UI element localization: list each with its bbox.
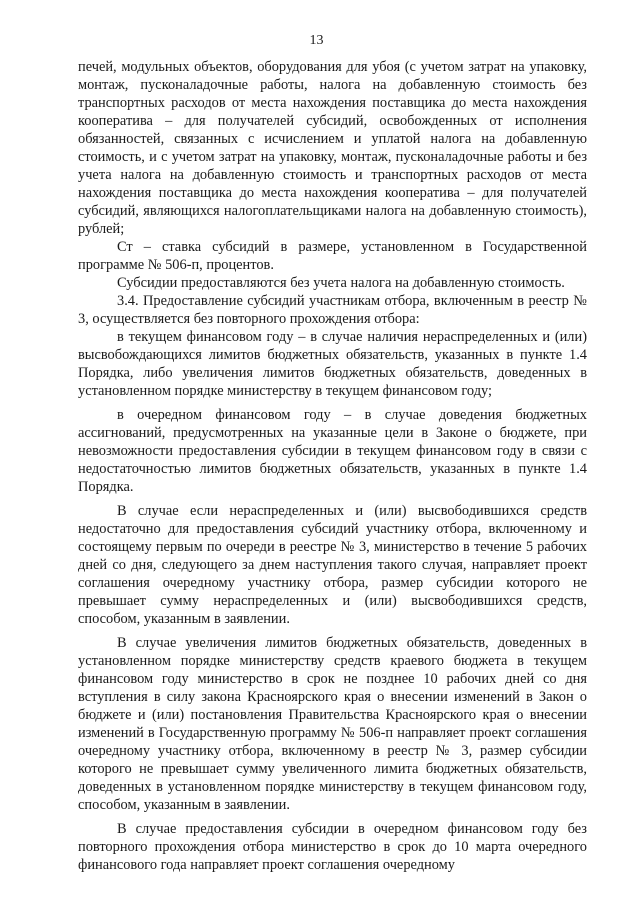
paragraph-current-year: в текущем финансовом году – в случае наличия нераспределенных и (или) высвобождающихся лимитов бюджетных обязательств, указанных в пункте 1.4 Порядка, либо увеличения лимитов бюджетных обязательств, доведенных в установленном порядке министерству в текущем финансовом году; xyxy=(78,329,587,399)
paragraph-clause-3-4: 3.4. Предоставление субсидий участникам отбора, включенным в реестр № 3, осуществляется без повторного прохождения отбора: xyxy=(78,293,587,327)
document-body xyxy=(78,58,587,874)
paragraph-next-year-procedure: В случае предоставления субсидии в очередном финансовом году без повторного прохождения отбора министерство в срок до 10 марта очередного финансового года направляет проект соглашения очередному xyxy=(78,821,587,873)
paragraph-rate-definition: Ст – ставка субсидий в размере, установленном в Государственной программе № 506-п, процентов. xyxy=(78,239,587,273)
paragraph-limit-increase: В случае увеличения лимитов бюджетных обязательств, доведенных в установленном порядке министерству средств краевого бюджета в текущем финансовом году министерство в срок не позднее 10 рабочих дней со дня вступления в силу закона Красноярского края о внесении изменений в Закон о бюджете и (или) постановления Правительства Красноярского края о внесении изменений в Государственную программу № 506-п направляет проект соглашения очередному участнику отбора, включенному в реестр № 3, размер субсидии которого не превышает сумму увеличенного лимита бюджетных обязательств, доведенных в установленном порядке министерству в текущем финансовом году, способом, указанным в заявлении. xyxy=(78,635,587,813)
paragraph-next-year: в очередном финансовом году – в случае доведения бюджетных ассигнований, предусмотренных на указанные цели в Законе о бюджете, при невозможности предоставления субсидии в текущем финансовом году в связи с недостаточностью лимитов бюджетных обязательств, указанных в пункте 1.4 Порядка. xyxy=(78,407,587,495)
paragraph-formula-continuation: печей, модульных объектов, оборудования для убоя (с учетом затрат на упаковку, монтаж, пусконаладочные работы, налога на добавленную стоимость без транспортных расходов от места нахождения поставщика до места нахождения кооператива – для получателей субсидий, освобожденных от исполнения обязанностей, связанных с исчислением и уплатой налога на добавленную стоимость, и с учетом затрат на упаковку, монтаж, пусконаладочные работы и без учета налога на добавленную стоимость и транспортных расходов от места нахождения поставщика до места нахождения кооператива – для получателей субсидий, являющихся налогоплательщиками налога на добавленную стоимость), рублей; xyxy=(78,59,587,237)
paragraph-vat-note: Субсидии предоставляются без учета налога на добавленную стоимость. xyxy=(117,275,565,291)
page-number: 13 xyxy=(309,33,324,48)
paragraph-insufficient-funds: В случае если нераспределенных и (или) высвободившихся средств недостаточно для предоставления субсидий участнику отбора, включенному и состоящему первым по очереди в реестре № 3, министерство в течение 5 рабочих дней со дня, следующего за днем наступления такого случая, направляет проект соглашения очередному участнику отбора, размер субсидии которого не превышает сумму нераспределенных и (или) высвободившихся средств, способом, указанным в заявлении. xyxy=(78,503,587,627)
